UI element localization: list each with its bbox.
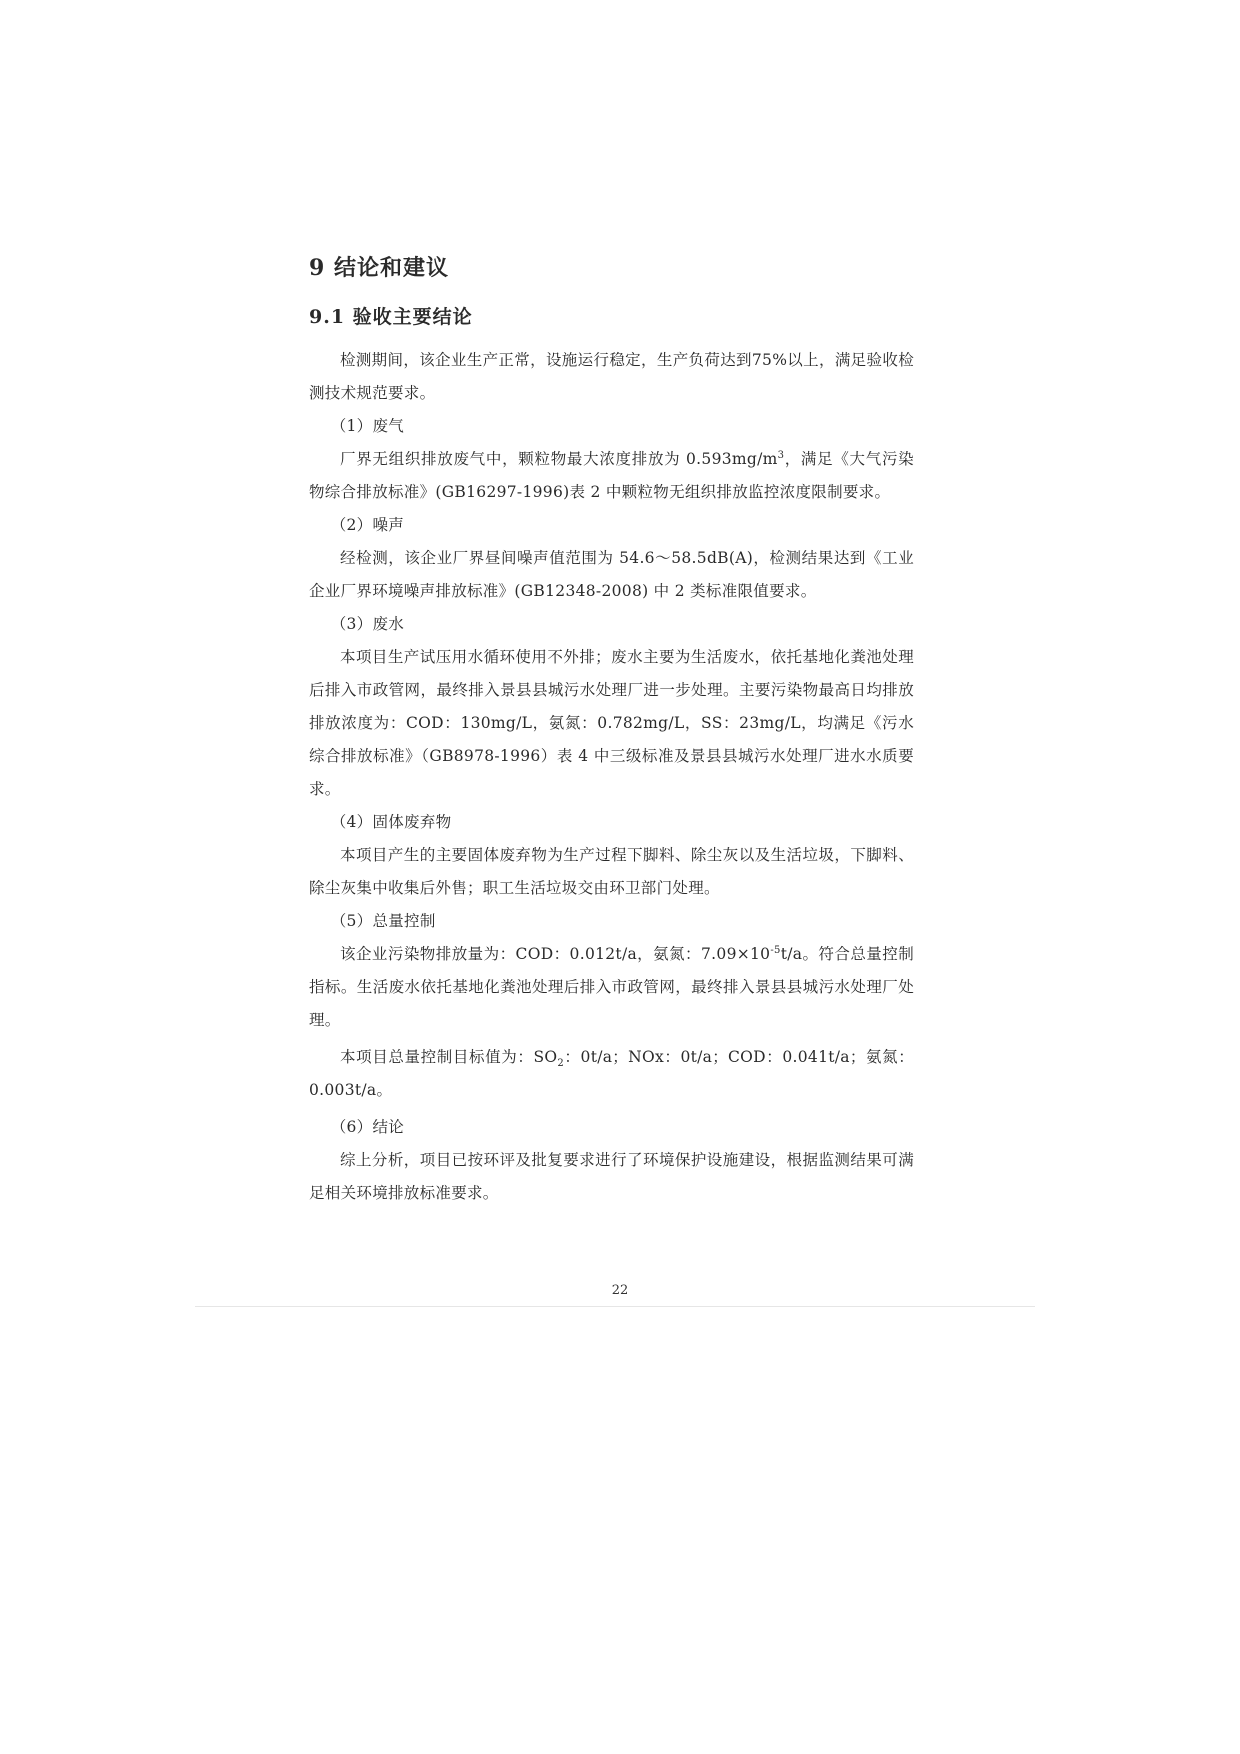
noise-title: （2）噪声 xyxy=(330,516,405,534)
waste-gas-superscript: 3 xyxy=(777,449,785,461)
waste-water-title: （3）废水 xyxy=(330,615,405,633)
waste-gas-paragraph xyxy=(309,443,914,509)
footer-divider xyxy=(195,1306,1035,1307)
waste-gas-text-b: ，满足《大气污染物综合排放标准》(GB16297-1996)表 2 中颗粒物无组织排放监控浓度限制要求。 xyxy=(309,450,914,501)
conclusion-title: （6）结论 xyxy=(330,1118,405,1136)
page-number: 22 xyxy=(611,1283,629,1298)
total-control-target-a: 本项目总量控制目标值为：SO xyxy=(340,1048,558,1066)
total-control-text-a: 该企业污染物排放量为：COD：0.012t/a，氨氮：7.09×10 xyxy=(340,945,771,963)
intro-paragraph: 检测期间，该企业生产正常，设施运行稳定，生产负荷达到75%以上，满足验收检测技术规范要求。 xyxy=(309,351,914,402)
noise-paragraph: 经检测，该企业厂界昼间噪声值范围为 54.6～58.5dB(A)，检测结果达到《工业企业厂界环境噪声排放标准》(GB12348-2008) 中 2 类标准限值要求。 xyxy=(309,549,914,600)
total-control-title: （5）总量控制 xyxy=(330,912,436,930)
solid-waste-paragraph: 本项目产生的主要固体废弃物为生产过程下脚料、除尘灰以及生活垃圾，下脚料、除尘灰集中收集后外售；职工生活垃圾交由环卫部门处理。 xyxy=(309,846,914,897)
page-content xyxy=(309,252,914,1210)
solid-waste-title: （4）固体废弃物 xyxy=(330,813,452,831)
total-control-subscript: 2 xyxy=(557,1058,565,1070)
waste-gas-title: （1）废气 xyxy=(330,417,405,435)
total-control-text-b: t/a。符合总量控制指标。生活废水依托基地化粪池处理后排入市政管网，最终排入景县县城污水处理厂处理。 xyxy=(309,945,914,1029)
total-control-superscript: -5 xyxy=(770,944,781,956)
waste-water-paragraph: 本项目生产试压用水循环使用不外排；废水主要为生活废水，依托基地化粪池处理后排入市政管网，最终排入景县县城污水处理厂进一步处理。主要污染物最高日均排放排放浓度为：COD：130mg/L，氨氮：0.782mg/L，SS：23mg/L，均满足《污水综合排放标准》（GB8978-1996）表 4 中三级标准及景县县城污水处理厂进水水质要求。 xyxy=(309,648,914,798)
total-control-paragraph xyxy=(309,938,914,1037)
conclusion-paragraph: 综上分析，项目已按环评及批复要求进行了环境保护设施建设，根据监测结果可满足相关环境排放标准要求。 xyxy=(309,1151,914,1202)
total-control-target-b: ：0t/a；NOx：0t/a；COD：0.041t/a；氨氮：0.003t/a。 xyxy=(309,1048,914,1099)
total-control-target-paragraph xyxy=(309,1041,914,1107)
section-heading: 9.1 验收主要结论 xyxy=(309,306,473,328)
waste-gas-text-a: 厂界无组织排放废气中，颗粒物最大浓度排放为 0.593mg/m xyxy=(340,450,778,468)
chapter-heading: 9 结论和建议 xyxy=(309,255,449,281)
